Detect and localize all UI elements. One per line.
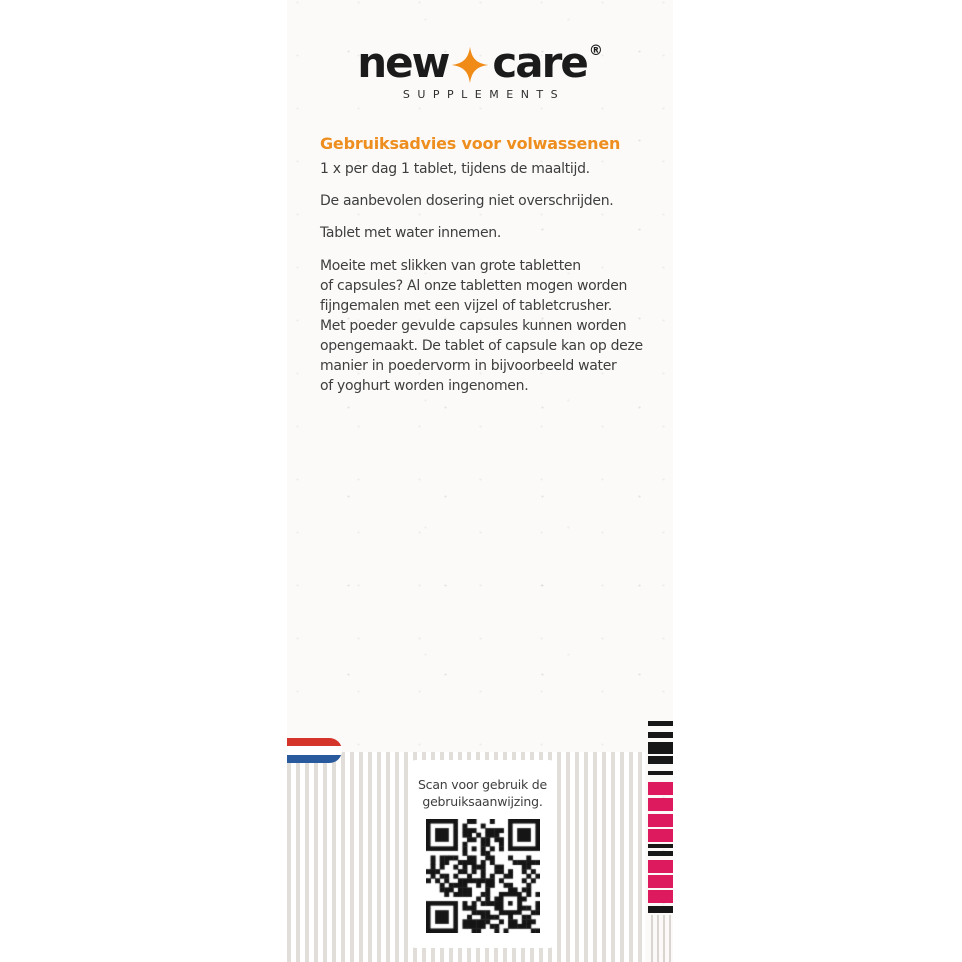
pink-calibration-bar [648, 829, 673, 842]
crush-info-paragraph [320, 256, 660, 396]
logo-star-icon [451, 46, 489, 84]
black-calibration-bar [648, 756, 673, 764]
pink-calibration-bar [648, 890, 673, 903]
black-calibration-bar [648, 844, 673, 848]
brand-subtitle: SUPPLEMENTS [402, 88, 566, 101]
pink-calibration-bar [648, 860, 673, 873]
usage-line: 1 x per dag 1 tablet, tijdens de maaltijd. [320, 161, 590, 177]
crush-info-line: Met poeder gevulde capsules kunnen worden [320, 318, 627, 334]
qr-caption-line: Scan voor gebruik de [417, 777, 548, 792]
label-paper [287, 0, 673, 962]
black-calibration-bar [648, 851, 673, 856]
black-calibration-bar [648, 742, 673, 754]
print-calibration-bars [648, 718, 673, 962]
black-calibration-bar [648, 906, 673, 913]
crush-info-line: of yoghurt worden ingenomen. [320, 378, 529, 394]
usage-heading: Gebruiksadvies voor volwassenen [320, 134, 621, 153]
qr-caption-line: gebruiksaanwijzing. [422, 793, 543, 809]
crush-info-line: fijngemalen met een vijzel of tabletcrusher. [320, 298, 612, 314]
brand-logo [287, 38, 673, 101]
registered-trademark-symbol: ® [588, 43, 603, 59]
black-calibration-bar [648, 721, 673, 726]
flag-stripe-red [287, 738, 342, 746]
brand-name-right: care [492, 38, 587, 87]
qr-panel [408, 760, 557, 948]
usage-line: Tablet met water innemen. [320, 225, 501, 241]
crush-info-line: Moeite met slikken van grote tabletten [320, 258, 581, 274]
pink-calibration-bar [648, 798, 673, 811]
usage-advice-section [320, 134, 650, 243]
crush-info-line: of capsules? Al onze tabletten mogen worden [320, 278, 628, 294]
crush-info-line: opengemaakt. De tablet of capsule kan op deze [320, 338, 643, 354]
usage-line: De aanbevolen dosering niet overschrijden. [320, 193, 614, 209]
dutch-flag [287, 738, 342, 763]
qr-code [426, 819, 540, 933]
black-calibration-bar [648, 732, 673, 738]
crush-info-line: manier in poedervorm in bijvoorbeeld water [320, 358, 617, 374]
pink-calibration-bar [648, 814, 673, 827]
flag-stripe-blue [287, 755, 342, 763]
flag-stripe-white [287, 746, 342, 754]
brand-name-left: new [357, 38, 449, 87]
brand-wordmark [357, 38, 603, 87]
black-calibration-bar [648, 771, 673, 775]
bar-column-tail-stripes [651, 915, 671, 962]
pink-calibration-bar [648, 782, 673, 795]
pink-calibration-bar [648, 875, 673, 888]
